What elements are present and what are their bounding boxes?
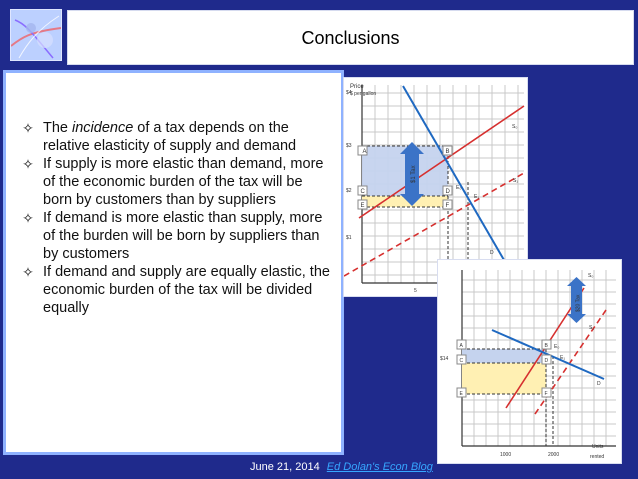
chart-bottom-e1-label: E₁ [560, 355, 566, 361]
chart-bottom-x-axis-label: Units [592, 444, 604, 450]
conclusion-bullet-4 [19, 263, 335, 317]
chart-top-y-tick-3: $3 [346, 143, 352, 149]
chart-top-s0-label: S₀ [512, 124, 518, 130]
chart-top-y-tick-4: $4 [346, 90, 352, 96]
chart-top-s1-label: S₁ [513, 178, 519, 184]
footer-date: June 21, 2014 [250, 461, 320, 473]
chart-bottom-label-e: E [459, 391, 463, 397]
chart-top-y-tick-1: $1 [346, 235, 352, 241]
conclusion-bullet-3 [19, 209, 335, 263]
chart-top-y-axis-label: Price [350, 84, 364, 90]
chart-bottom-label-a: A [459, 343, 463, 349]
sparkle-bullet-icon: ✧ [22, 156, 34, 172]
conclusion-bullet-2 [19, 155, 335, 209]
chart-top-d-label: D [490, 250, 494, 256]
chart-bottom-y-tick: $14 [440, 356, 449, 362]
chart-bottom-s0-label: S₀ [588, 273, 594, 279]
chart-top-e0-label: E₀ [456, 185, 462, 191]
logo-image [10, 9, 62, 61]
conclusion-text-1b: incidence [72, 120, 134, 136]
rental-tax-label: $20 Tax [575, 294, 582, 312]
chart-top-label-e: E [360, 203, 365, 209]
conclusion-bullet-1 [19, 119, 335, 155]
chart-bottom-label-b: B [544, 343, 548, 349]
chart-bottom-x-tick-2000: 2000 [548, 452, 560, 458]
conclusion-text-1a: The [43, 120, 73, 136]
chart-top-label-d-box: D [445, 189, 450, 195]
conclusion-text-4: If demand and supply are equally elastic, the economic burden of the tax will be divided equally [43, 264, 330, 316]
conclusion-text-2: If supply is more elastic than demand, more of the economic burden of the tax will be born by customers than by suppliers [43, 156, 324, 208]
sparkle-bullet-icon: ✧ [22, 264, 34, 280]
title-panel [67, 10, 634, 65]
chart-top-y-tick-2: $2 [346, 188, 352, 194]
sparkle-bullet-icon: ✧ [22, 120, 34, 136]
chart-top-e1-label: E₁ [474, 194, 480, 200]
footer-blog-link[interactable]: Ed Dolan's Econ Blog [326, 461, 433, 473]
sparkle-bullet-icon: ✧ [22, 210, 34, 226]
chart-top-label-a: A [362, 149, 367, 155]
chart-top-label-f: F [445, 203, 450, 209]
content-panel [3, 70, 344, 455]
chart-bottom-e0-label: E₀ [554, 344, 560, 350]
gasoline-tax-label: $1 Tax [411, 165, 417, 183]
conclusion-text-1c: of a tax depends on the relative elasticity of supply and demand [43, 120, 297, 154]
rental-tax-diagram [437, 259, 622, 464]
conclusion-list [19, 119, 335, 317]
chart-bottom-x-tick-1000: 1000 [500, 452, 512, 458]
chart-bottom-x-axis-unit: rented [590, 454, 605, 460]
chart-top-y-axis-unit: $ per gallon [350, 91, 377, 97]
chart-bottom-s1-label: S₁ [589, 325, 595, 331]
page-title: Conclusions [301, 28, 400, 48]
footer [250, 461, 433, 473]
chart-bottom-label-f: F [544, 391, 548, 397]
chart-bottom-label-d-box: D [544, 358, 549, 364]
chart-top-label-b: B [445, 149, 450, 155]
chart-top-label-c: C [360, 189, 365, 195]
chart-top-x-tick-5: 5 [414, 288, 417, 294]
rental-tax-graph [438, 260, 622, 464]
chart-bottom-label-c: C [459, 358, 464, 364]
chart-bottom-d-label: D [597, 381, 601, 387]
conclusion-text-3: If demand is more elastic than supply, more of the burden will be born by suppliers than by customers [43, 210, 323, 262]
